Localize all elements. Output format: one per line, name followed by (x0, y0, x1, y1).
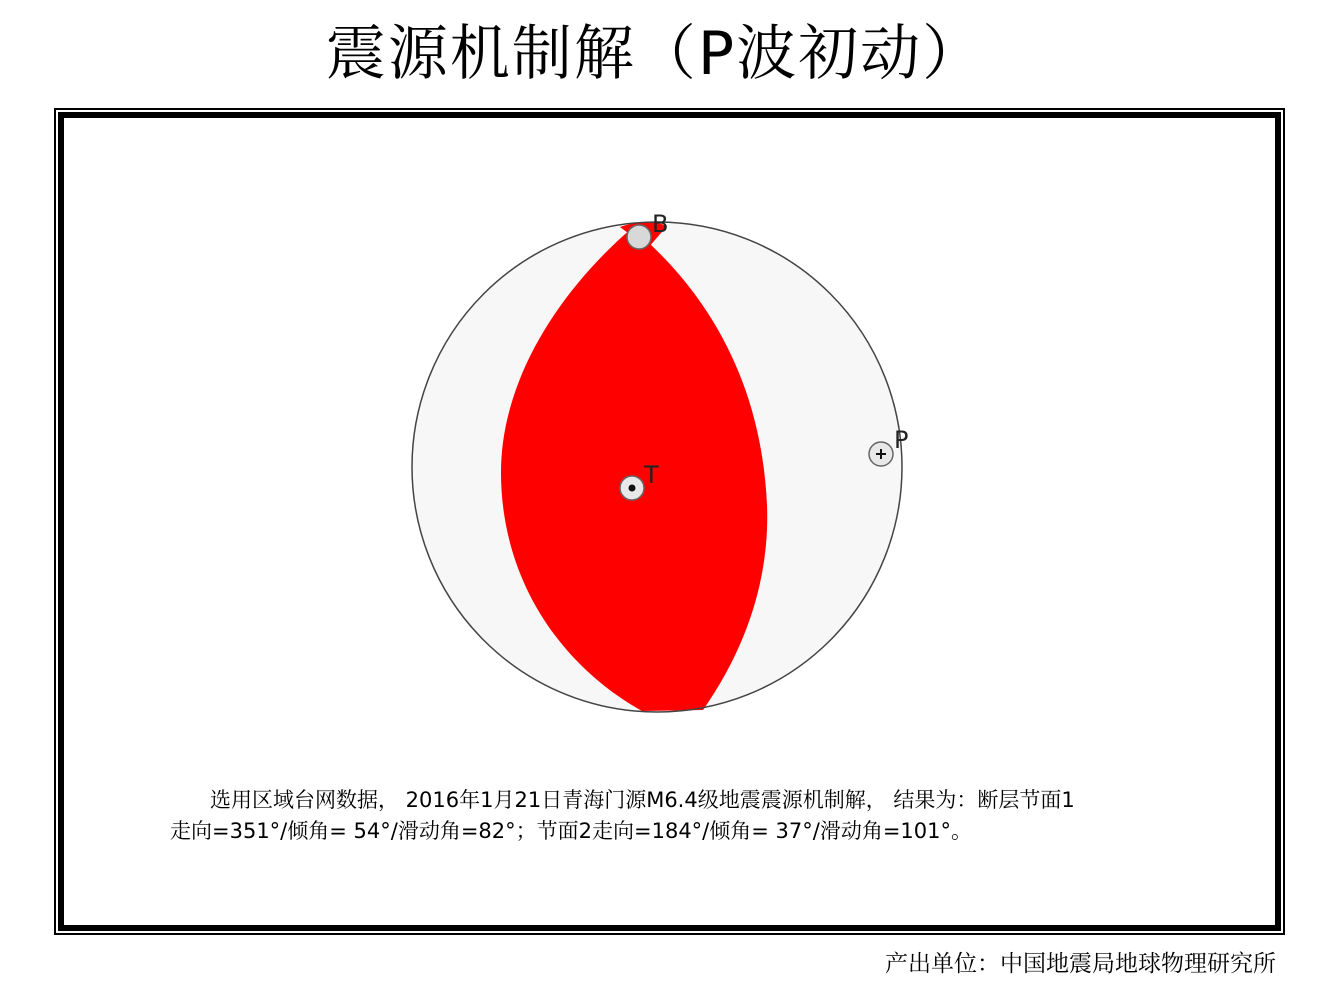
producer-credit: 产出单位：中国地震局地球物理研究所 (885, 951, 1276, 977)
page-title: 震源机制解（P波初动） (325, 19, 985, 89)
description-line-2: 走向=351°/倾角= 54°/滑动角=82°；节面2走向=184°/倾角= 37°/滑动角=101°。 (170, 819, 972, 843)
b-axis-circle (627, 225, 651, 249)
t-axis-dot (629, 485, 636, 492)
p-axis-label: P (894, 426, 909, 454)
description-line-1: 选用区域台网数据， 2016年1月21日青海门源M6.4级地震震源机制解， 结果为：断层节面1 (210, 788, 1075, 812)
mechanism-description (170, 785, 1210, 847)
b-axis-label: B (652, 210, 669, 238)
t-axis-label: T (644, 461, 659, 489)
